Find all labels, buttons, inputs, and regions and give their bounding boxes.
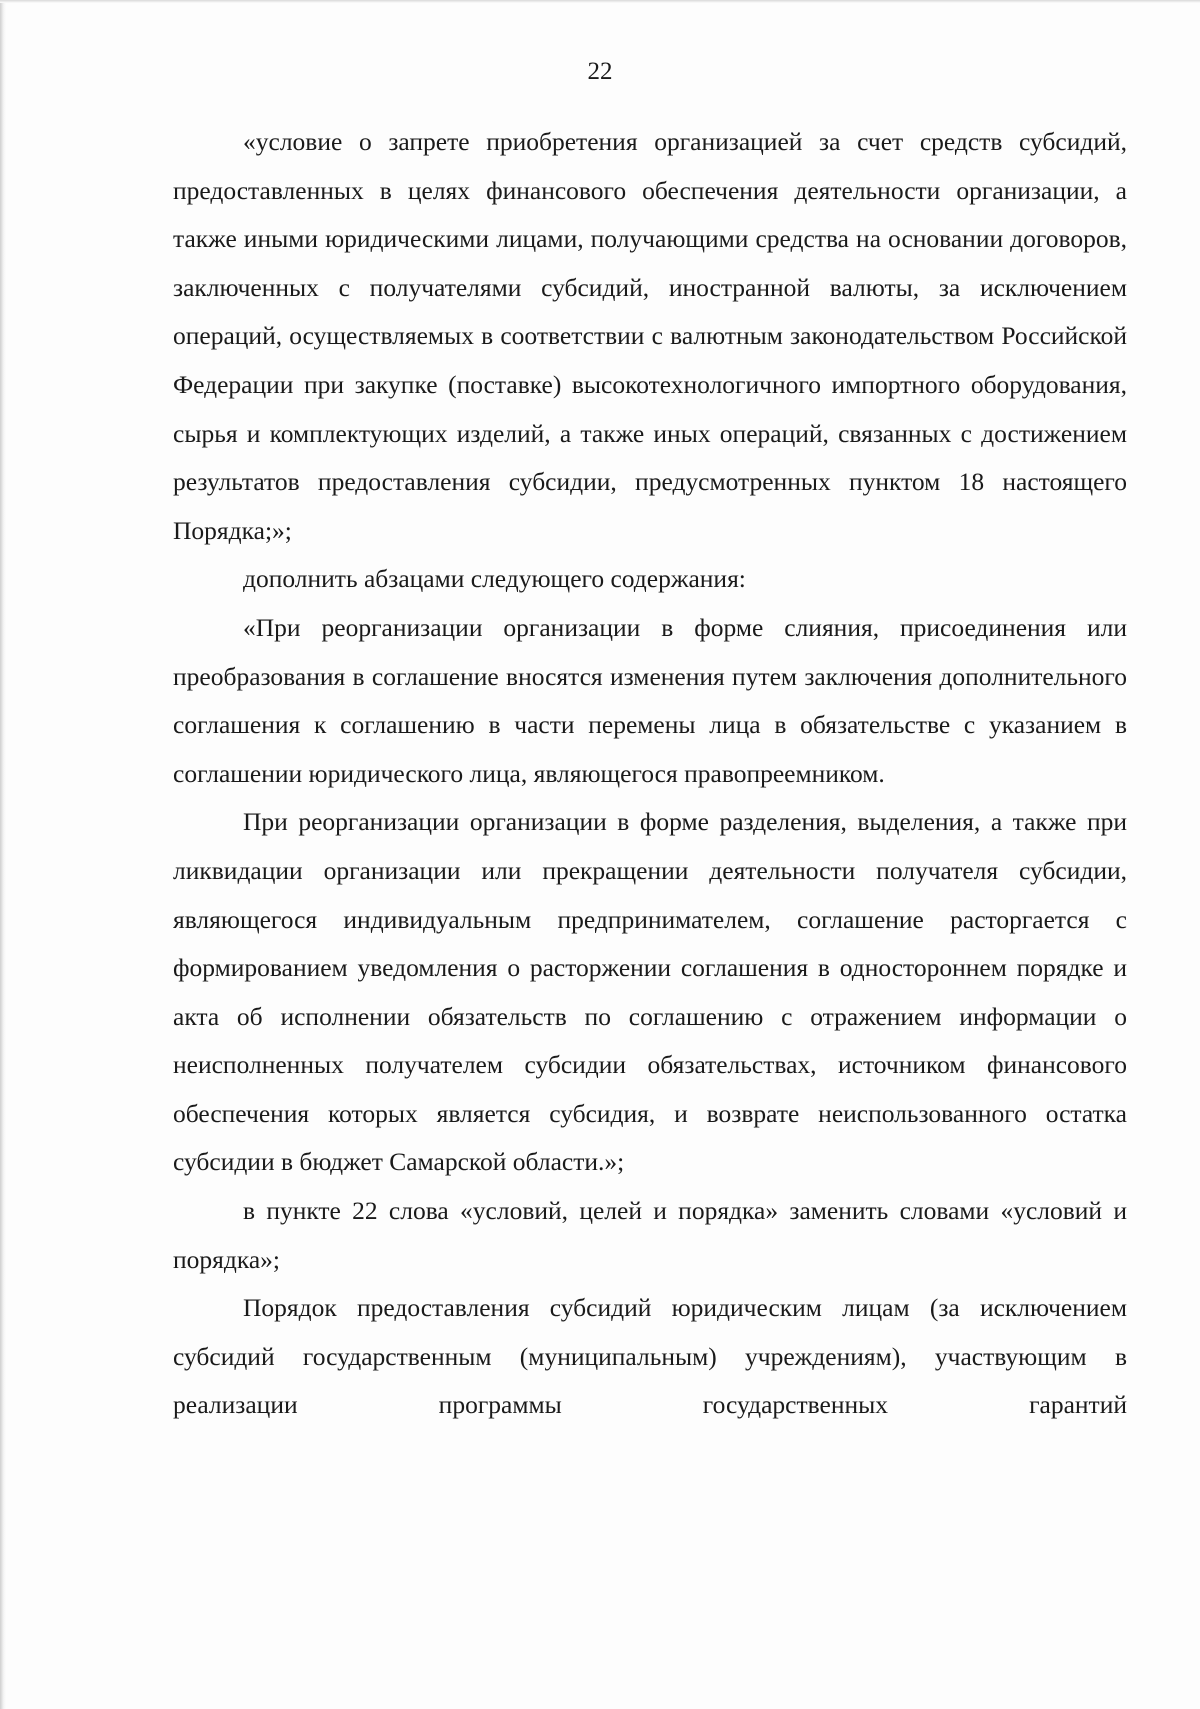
paragraph-subsidy-procedure-title: Порядок предоставления субсидий юридическим лицам (за исключением субсидий государственным (муниципальным) учреждениям), участвующим в реализации программы государственных гарантий (173, 1293, 1127, 1420)
paragraph-reorganization-division: При реорганизации организации в форме разделения, выделения, а также при ликвидации организации или прекращении деятельности получателя субсидии, являющегося индивидуальным предпринимателем, соглашение расторгается с формированием уведомления о расторжении соглашения в одностороннем порядке и акта об исполнении обязательств по соглашению с отражением информации о неисполненных получателем субсидии обязательствах, источником финансового обеспечения которых является субсидия, и возврате неиспользованного остатка субсидии в бюджет Самарской области.»; (173, 807, 1127, 1177)
page-number: 22 (587, 58, 613, 85)
paragraph-item-22-amendment: в пункте 22 слова «условий, целей и порядка» заменить словами «условий и порядка»; (173, 1196, 1127, 1274)
paragraph-reorganization-merger: «При реорганизации организации в форме слияния, присоединения или преобразования в соглашение вносятся изменения путем заключения дополнительного соглашения к соглашению в части перемены лица в обязательстве с указанием в соглашении юридического лица, являющегося правопреемником. (173, 612, 1127, 788)
scan-edge-top (0, 0, 1200, 3)
scan-edge-left (0, 0, 6, 1709)
document-body (173, 118, 1127, 1430)
paragraph-condition-foreign-currency: «условие о запрете приобретения организацией за счет средств субсидий, предоставленных в целях финансового обеспечения деятельности организации, а также иными юридическими лицами, получающими средства на основании договоров, заключенных с получателями субсидий, иностранной валюты, за исключением операций, осуществляемых в соответствии с валютным законодательством Российской Федерации при закупке (поставке) высокотехнологичного импортного оборудования, сырья и комплектующих изделий, а также иных операций, связанных с достижением результатов предоставления субсидии, предусмотренных пунктом 18 настоящего Порядка;»; (173, 127, 1127, 545)
paragraph-supplement-instruction: дополнить абзацами следующего содержания: (243, 564, 746, 594)
